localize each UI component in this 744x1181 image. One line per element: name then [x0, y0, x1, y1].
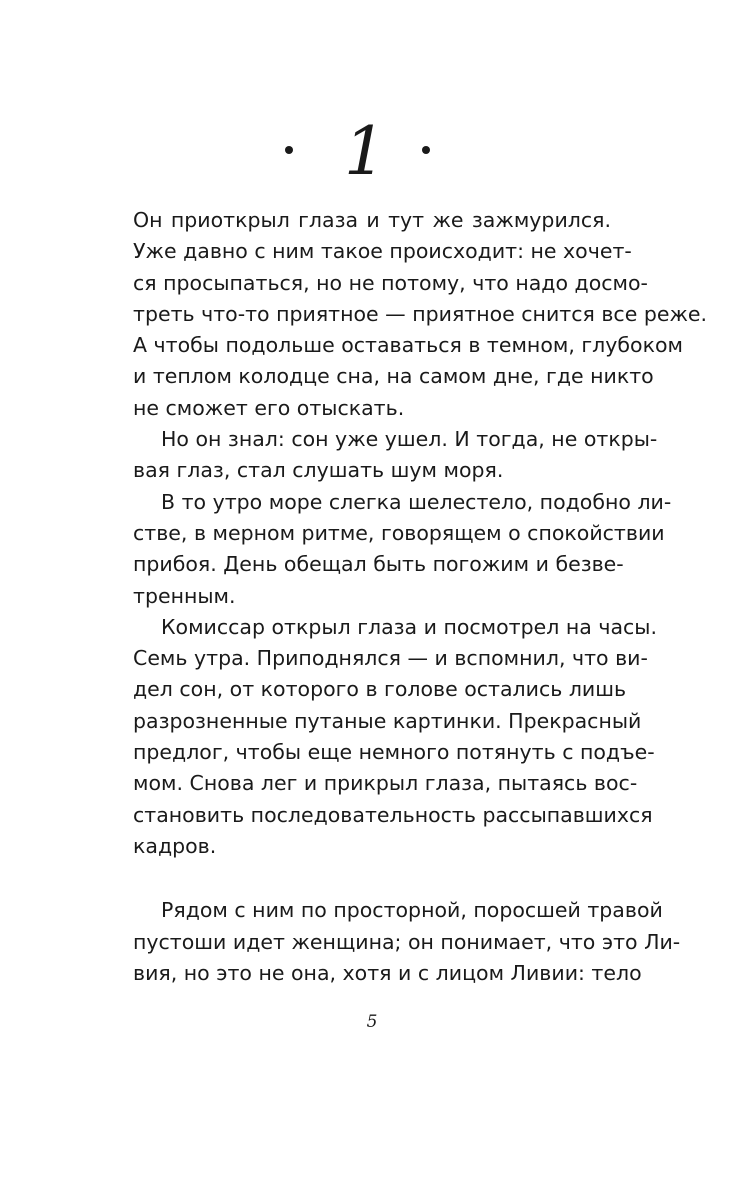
text-line: Но он знал: сон уже ушел. И тогда, не откры-: [161, 427, 658, 452]
body-text: [133, 205, 708, 989]
text-line: пустоши идет женщина; он понимает, что это Ли-: [133, 929, 681, 954]
text-line: треть что-то приятное — приятное снится все реже.: [133, 301, 708, 326]
text-line: вия, но это не она, хотя и с лицом Ливии: тело: [133, 960, 642, 985]
text-line: Он приоткрыл глаза и тут же зажмурился.: [133, 208, 611, 232]
text-line: предлог, чтобы еще немного потянуть с подъе-: [133, 740, 655, 765]
text-line: становить последовательность рассыпавшихся: [133, 802, 653, 827]
page-number: 5: [366, 1012, 378, 1032]
text-line: Семь утра. Приподнялся — и вспомнил, что ви-: [133, 646, 648, 671]
text-line: дел сон, от которого в голове остались лишь: [133, 677, 627, 702]
chapter-heading: [0, 113, 744, 190]
text-line: ся просыпаться, но не потому, что надо досмо-: [133, 270, 648, 295]
section-break: [133, 862, 611, 895]
text-line: разрозненные путаные картинки. Прекрасный: [133, 708, 642, 733]
text-line: А чтобы подольше оставаться в темном, глубоком: [133, 333, 683, 358]
text-line: В то утро море слегка шелестело, подобно ли-: [161, 489, 672, 514]
text-line: Рядом с ним по просторной, поросшей травой: [161, 898, 663, 923]
text-line: прибоя. День обещал быть погожим и безве-: [133, 552, 624, 577]
text-line: Комиссар открыл глаза и посмотрел на часы.: [161, 614, 657, 639]
chapter-number: 1: [344, 113, 386, 190]
text-line: кадров.: [133, 833, 217, 858]
text-line: не сможет его отыскать.: [133, 395, 405, 420]
text-line: Уже давно с ним такое происходит: не хочет-: [133, 239, 632, 264]
text-line: тренным.: [133, 583, 236, 608]
text-line: стве, в мерном ритме, говорящем о спокойствии: [133, 520, 665, 545]
text-line: вая глаз, стал слушать шум моря.: [133, 458, 504, 483]
text-line: и теплом колодце сна, на самом дне, где никто: [133, 364, 654, 389]
chapter-ornament-dot-left: [285, 146, 293, 154]
chapter-ornament-dot-right: [422, 146, 430, 154]
text-line: мом. Снова лег и прикрыл глаза, пытаясь вос-: [133, 771, 638, 796]
